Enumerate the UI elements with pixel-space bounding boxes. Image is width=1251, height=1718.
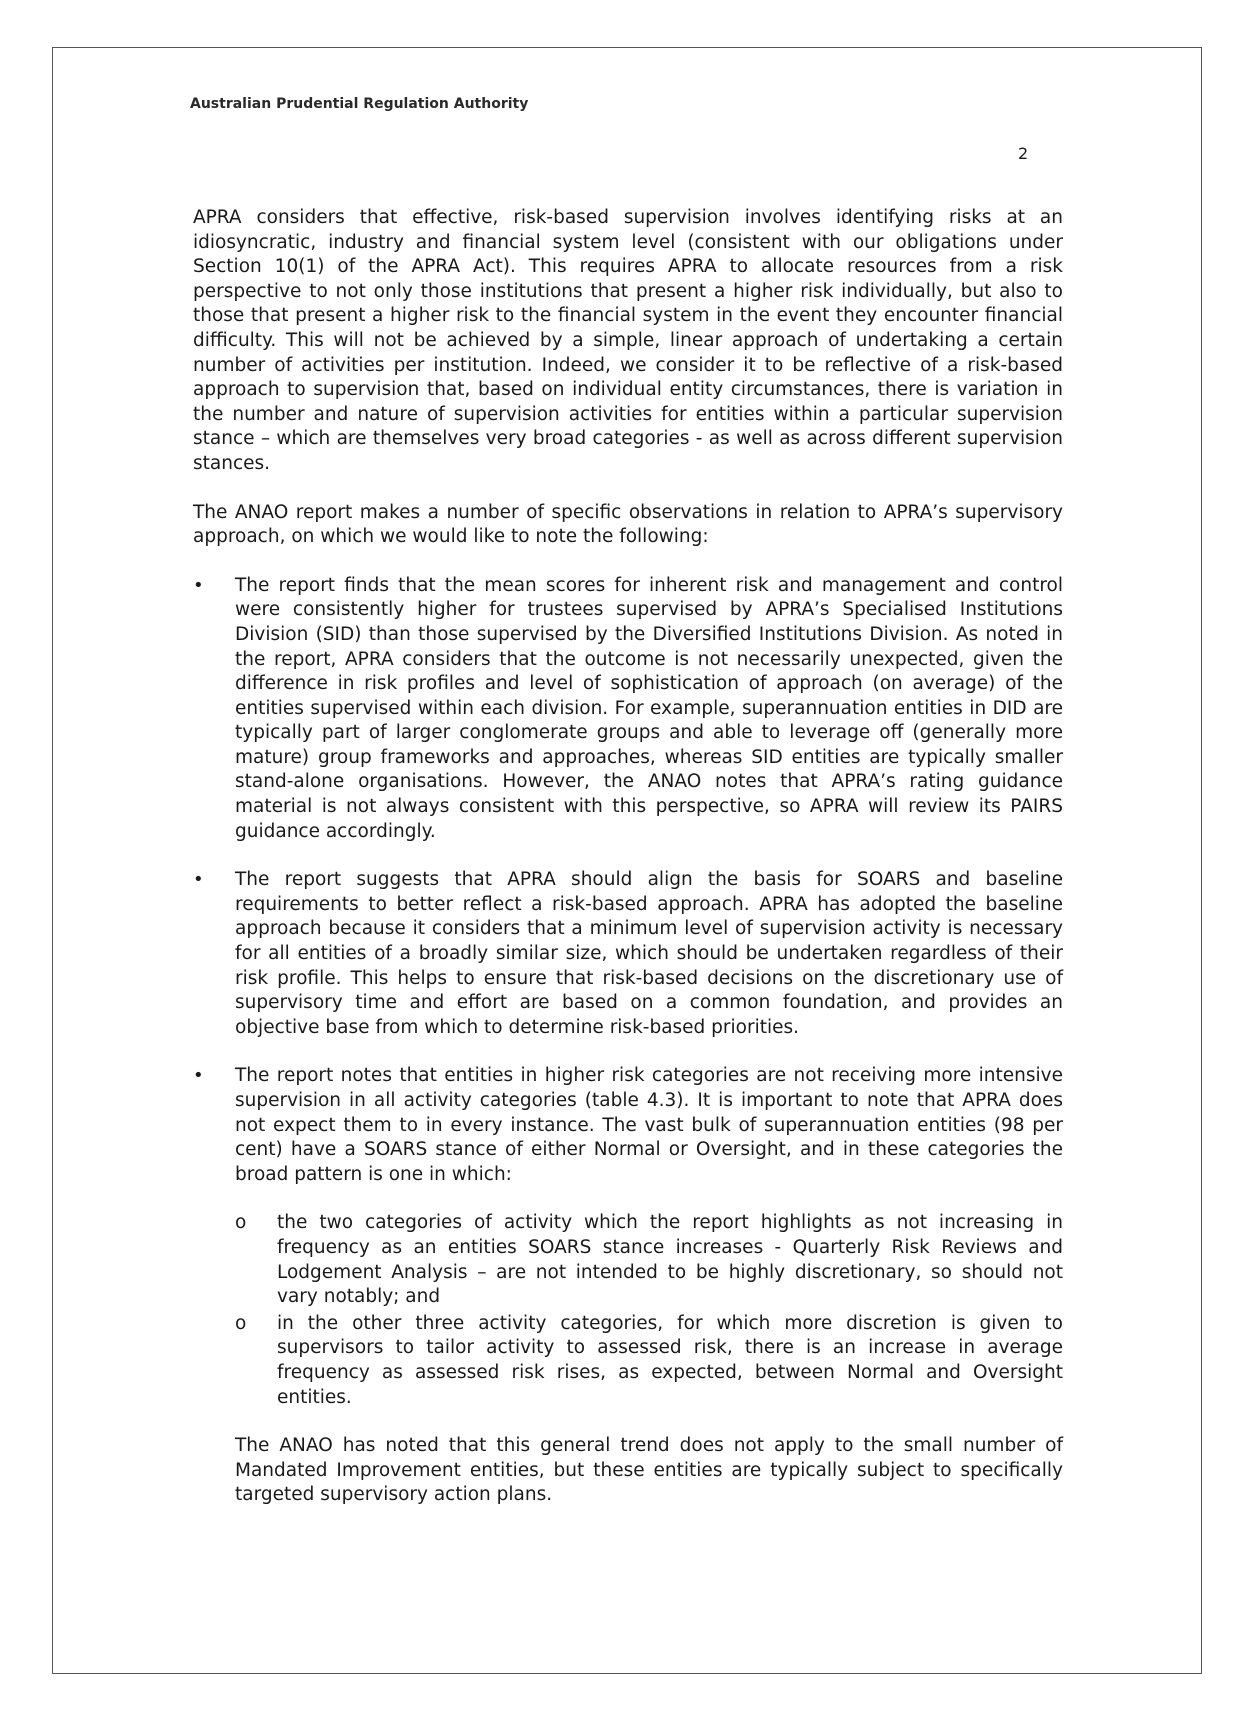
sub-list-item [235, 1211, 1063, 1309]
page-number: 2 [1018, 144, 1029, 163]
organisation-header: Australian Prudential Regulation Authority [190, 96, 529, 112]
observation-list [193, 574, 1063, 1508]
list-item [193, 1064, 1063, 1508]
bullet-text: The report finds that the mean scores for inherent risk and management and control were consistently higher for trustees supervised by APRA’s Specialised Institutions Division (SID) than those supervised by the Diversified Institutions Division. As noted in the report, APRA considers that the outcome is not necessarily unexpected, given the difference in risk profiles and level of sophistication of approach (on average) of the entities supervised within each division. For example, superannuation entities in DID are typically part of larger conglomerate groups and able to leverage off (generally more mature) group frameworks and approaches, whereas SID entities are typically smaller stand-alone organisations. However, the ANAO notes that APRA’s rating guidance material is not always consistent with this perspective, so APRA will review its PAIRS guidance accordingly. [235, 574, 1063, 842]
bullet-text: The report suggests that APRA should align the basis for SOARS and baseline requirements to better reflect a risk-based approach. APRA has adopted the baseline approach because it considers that a minimum level of supervision activity is necessary for all entities of a broadly similar size, which should be undertaken regardless of their risk profile. This helps to ensure that risk-based decisions on the discretionary use of supervisory time and effort are based on a common foundation, and provides an objective base from which to determine risk-based priorities. [235, 869, 1063, 1038]
document-body [193, 206, 1063, 1532]
sub-bullet-text: in the other three activity categories, for which more discretion is given to supervisors to tailor activity to assessed risk, there is an increase in average frequency as assessed risk rises, as expected, between Normal and Oversight entities. [277, 1312, 1063, 1408]
sub-bullet-text: the two categories of activity which the report highlights as not increasing in frequency as an entities SOARS stance increases - Quarterly Risk Reviews and Lodgement Analysis – are not intended to be highly discretionary, so should not vary notably; and [277, 1212, 1063, 1308]
bullet-marker: • [193, 574, 204, 596]
paragraph-observations: The ANAO report makes a number of specific observations in relation to APRA’s supervisory approach, on which we would like to note the following: [193, 501, 1063, 548]
paragraph-intro: APRA considers that effective, risk-based supervision involves identifying risks at an idiosyncratic, industry and financial system level (consistent with our obligations under Section 10(1) of the APRA Act). This requires APRA to allocate resources from a risk perspective to not only those institutions that present a higher risk individually, but also to those that present a higher risk to the financial system in the event they encounter financial difficulty. This will not be achieved by a simple, linear approach of undertaking a certain number of activities per institution. Indeed, we consider it to be reflective of a risk-based approach to supervision that, based on individual entity circumstances, there is variation in the number and nature of supervision activities for entities within a particular supervision stance – which are themselves very broad categories - as well as across different supervision stances. [193, 207, 1063, 474]
closing-paragraph: The ANAO has noted that this general trend does not apply to the small number of Mandated Improvement entities, but these entities are typically subject to specifically targeted supervisory action plans. [235, 1435, 1063, 1506]
sub-list-item [235, 1312, 1063, 1410]
bullet-text: The report notes that entities in higher risk categories are not receiving more intensive supervision in all activity categories (table 4.3). It is important to note that APRA does not expect them to in every instance. The vast bulk of superannuation entities (98 per cent) have a SOARS stance of either Normal or Oversight, and in these categories the broad pattern is one in which: [235, 1065, 1063, 1185]
list-item [193, 868, 1063, 1040]
bullet-marker: • [193, 1065, 204, 1087]
list-item [193, 574, 1063, 845]
bullet-marker: • [193, 869, 204, 891]
sub-bullet-marker: o [235, 1212, 247, 1234]
sub-bullet-marker: o [235, 1312, 247, 1334]
sub-list [235, 1211, 1063, 1410]
